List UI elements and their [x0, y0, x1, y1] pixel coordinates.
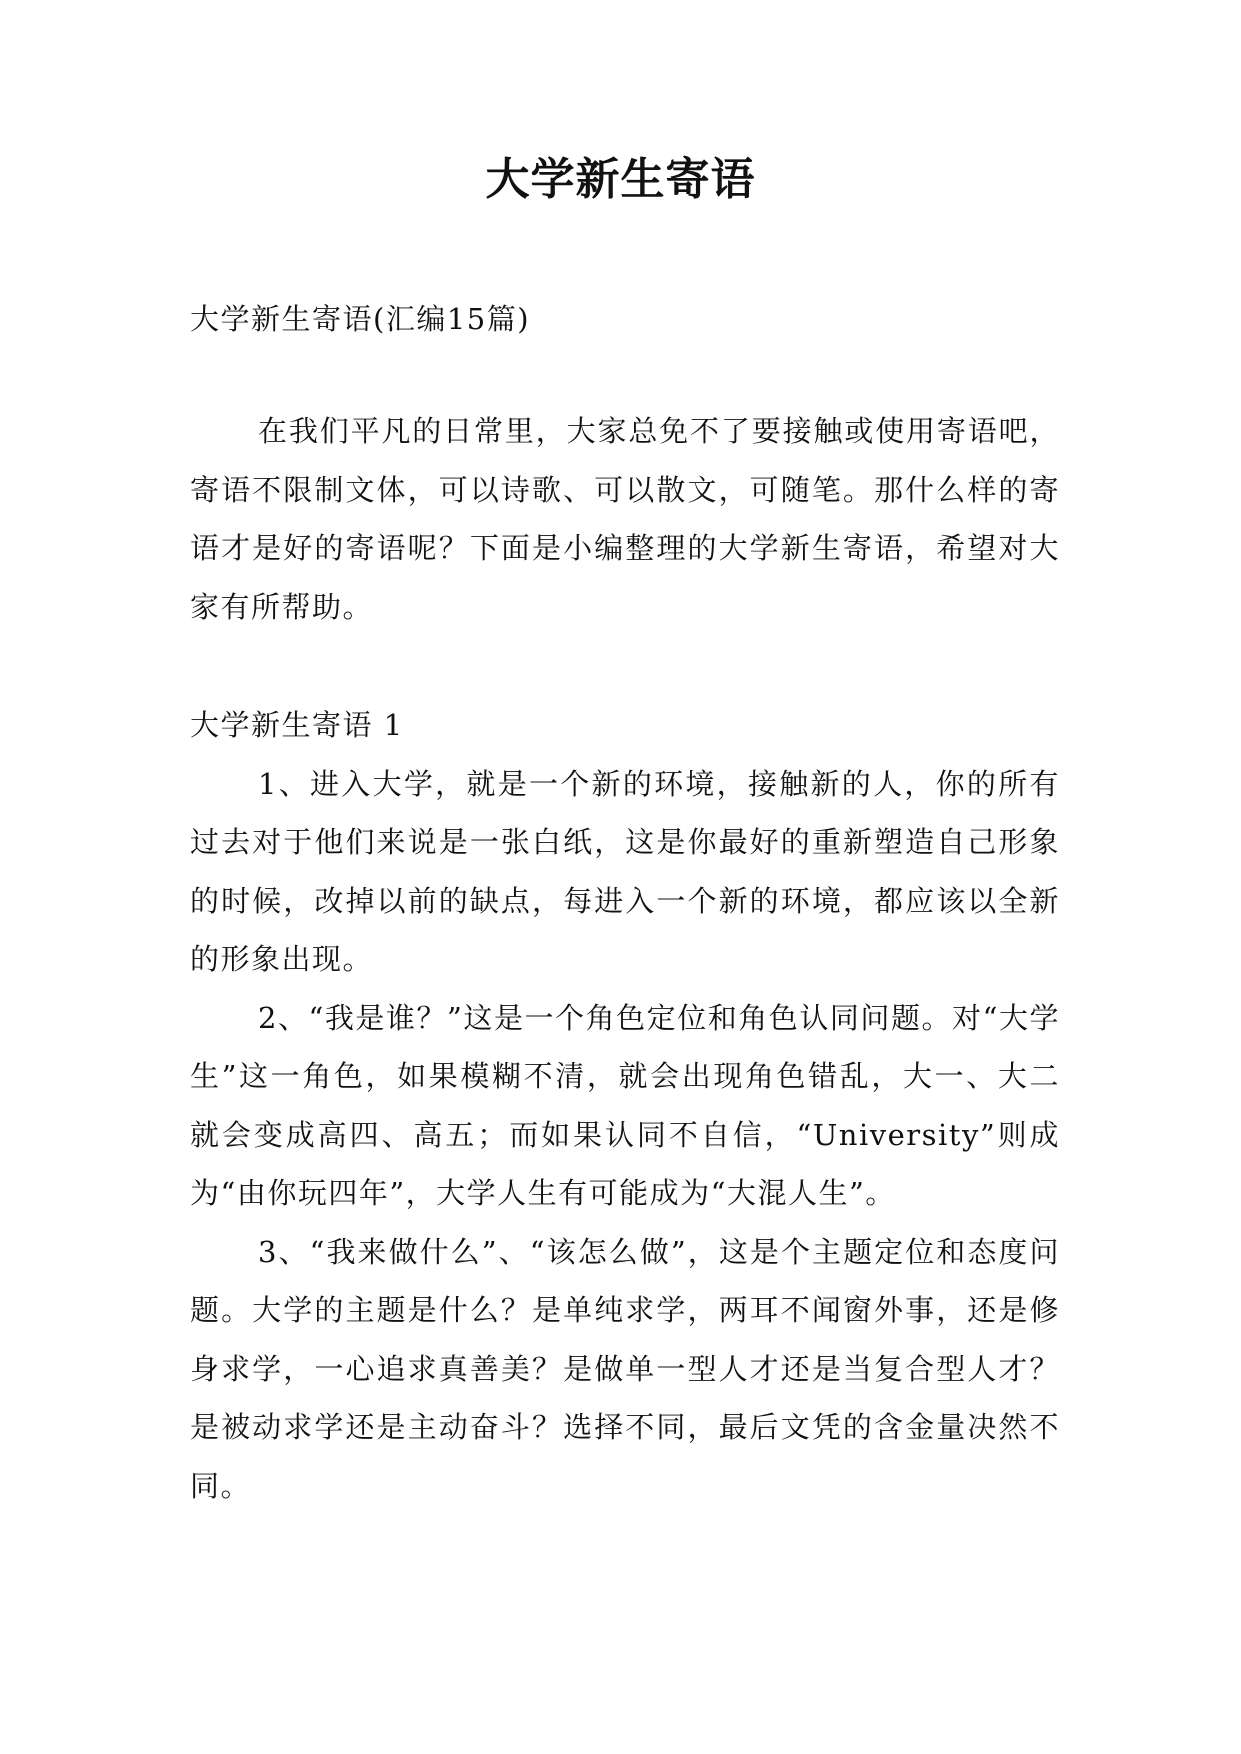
section-paragraph-3: 3、“我来做什么”、“该怎么做”，这是个主题定位和态度问题。大学的主题是什么？是单纯求学，两耳不闻窗外事，还是修身求学，一心追求真善美？是做单一型人才还是当复合型人才？是被动求学还是主动奋斗？选择不同，最后文凭的含金量决然不同。 [190, 1234, 1060, 1503]
section-paragraph-2: 2、“我是谁？”这是一个角色定位和角色认同问题。对“大学生”这一角色，如果模糊不清，就会出现角色错乱，大一、大二就会变成高四、高五；而如果认同不自信，“University”则成为“由你玩四年”，大学人生有可能成为“大混人生”。 [190, 1000, 1060, 1210]
intro-paragraph: 在我们平凡的日常里，大家总免不了要接触或使用寄语吧，寄语不限制文体，可以诗歌、可以散文，可随笔。那什么样的寄语才是好的寄语呢？下面是小编整理的大学新生寄语，希望对大家有所帮助。 [190, 414, 1060, 624]
section-heading: 大学新生寄语 1 [190, 708, 404, 742]
document-subtitle: 大学新生寄语(汇编15篇) [190, 302, 531, 336]
document-title: 大学新生寄语 [485, 154, 756, 205]
section-1 [190, 696, 1060, 1515]
section-paragraph-1: 1、进入大学，就是一个新的环境，接触新的人，你的所有过去对于他们来说是一张白纸，这是你最好的重新塑造自己形象的时候，改掉以前的缺点，每进入一个新的环境，都应该以全新的形象出现。 [190, 766, 1060, 976]
